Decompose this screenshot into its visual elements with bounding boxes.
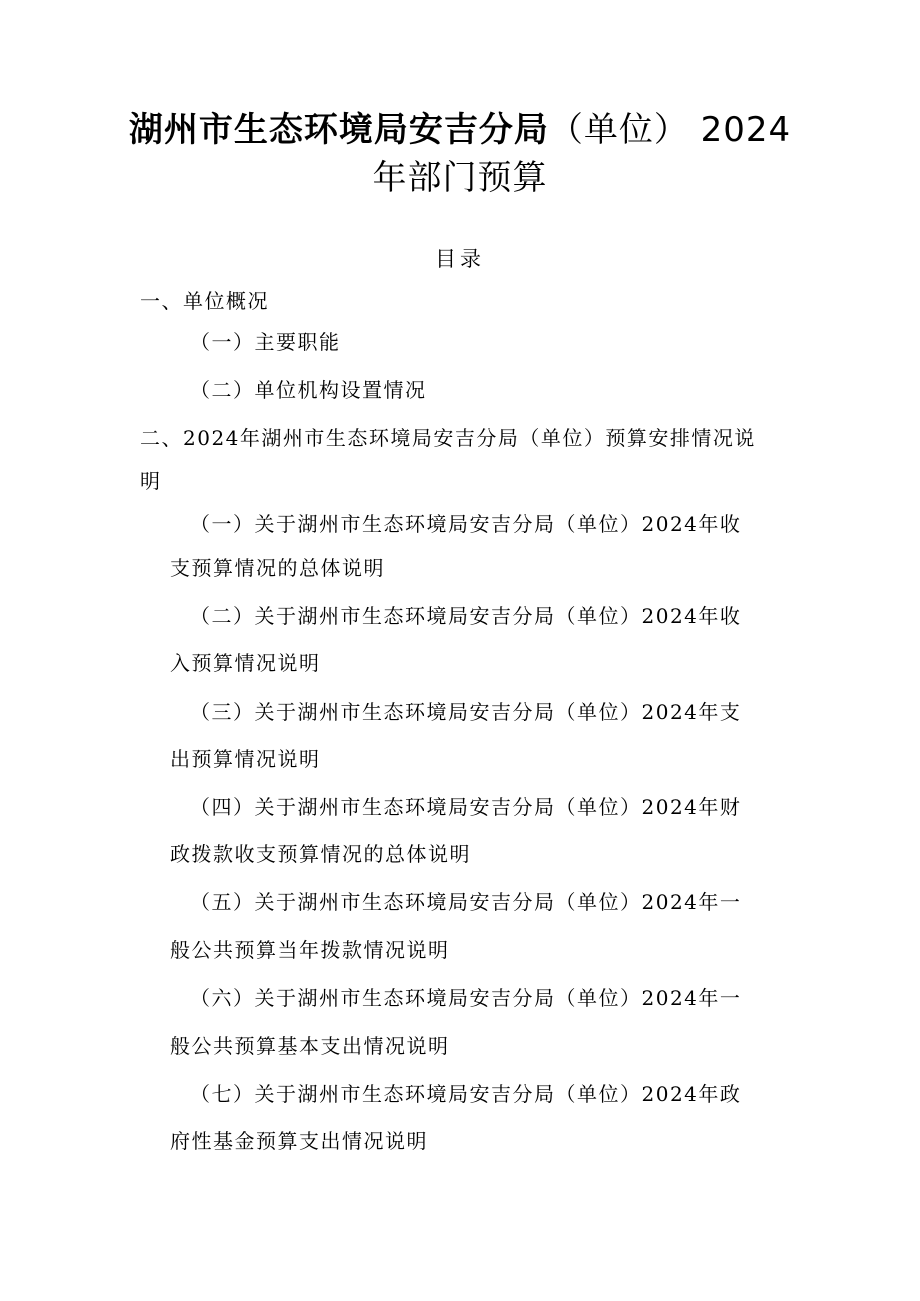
toc-item-2-3-cont: 出预算情况说明 — [170, 747, 321, 771]
toc-item-1: 一、单位概况 — [140, 289, 269, 313]
document-title-line2: 年部门预算 — [372, 158, 548, 198]
toc-item-2-4: （四）关于湖州市生态环境局安吉分局（单位）2024年财 — [190, 795, 742, 819]
toc-heading: 目录 — [435, 247, 485, 271]
toc-item-2-1-cont: 支预算情况的总体说明 — [170, 556, 385, 580]
title-regular-part: （单位） 2024 — [548, 110, 792, 150]
document-title — [0, 110, 920, 150]
toc-item-2-5: （五）关于湖州市生态环境局安吉分局（单位）2024年一 — [190, 890, 742, 914]
toc-item-2-4-cont: 政拨款收支预算情况的总体说明 — [170, 842, 471, 866]
toc-item-2-7-cont: 府性基金预算支出情况说明 — [170, 1129, 428, 1153]
toc-item-2-cont: 明 — [140, 469, 162, 493]
toc-item-2: 二、2024年湖州市生态环境局安吉分局（单位）预算安排情况说 — [140, 426, 756, 450]
toc-item-2-3: （三）关于湖州市生态环境局安吉分局（单位）2024年支 — [190, 700, 742, 724]
toc-item-1-1: （一）主要职能 — [190, 330, 341, 354]
toc-item-2-5-cont: 般公共预算当年拨款情况说明 — [170, 938, 450, 962]
toc-item-2-7: （七）关于湖州市生态环境局安吉分局（单位）2024年政 — [190, 1082, 742, 1106]
toc-item-2-6: （六）关于湖州市生态环境局安吉分局（单位）2024年一 — [190, 986, 742, 1010]
title-bold-part: 湖州市生态环境局安吉分局 — [128, 110, 549, 150]
toc-item-2-2-cont: 入预算情况说明 — [170, 651, 321, 675]
toc-item-2-2: （二）关于湖州市生态环境局安吉分局（单位）2024年收 — [190, 604, 742, 628]
toc-item-1-2: （二）单位机构设置情况 — [190, 378, 427, 402]
toc-item-2-6-cont: 般公共预算基本支出情况说明 — [170, 1034, 450, 1058]
toc-item-2-1: （一）关于湖州市生态环境局安吉分局（单位）2024年收 — [190, 512, 742, 536]
